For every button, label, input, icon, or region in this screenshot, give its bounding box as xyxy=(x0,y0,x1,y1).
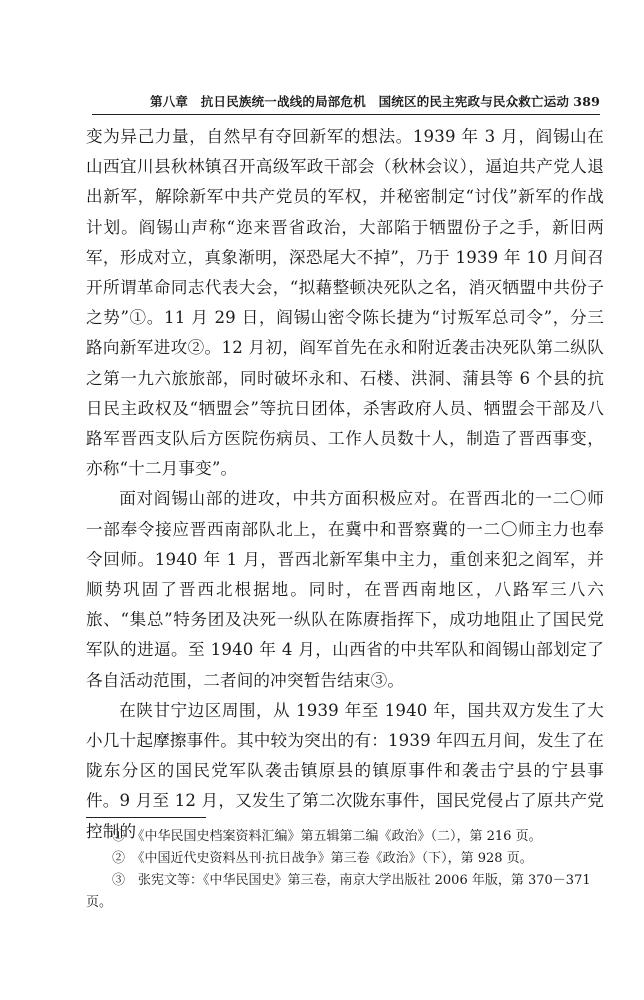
paragraph-2: 面对阎锡山部的进攻，中共方面积极应对。在晋西北的一二〇师一部奉令接应晋西南部队北上，在冀中和晋察冀的一二〇师主力也奉令回师。1940 年 1 月，晋西北新军集中主力，重创来犯之阎军，并顺势巩固了晋西北根据地。同时，在晋西南地区，八路军三八六旅、“集总”特务团及决死一纵队在陈赓指挥下，成功地阻止了国民党军队的进逼。至 1940 年 4 月，山西省的中共军队和阎锡山部划定了各自活动范围，二者间的冲突暂告结束③。 xyxy=(86,489,604,690)
footnote-rule xyxy=(86,817,206,818)
footnote-1: ① 《中华民国史档案资料汇编》第五辑第二编《政治》（二），第 216 页。 xyxy=(112,829,542,844)
footnote-2: ② 《中国近代史资料丛刊·抗日战争》第三卷《政治》（下），第 928 页。 xyxy=(112,851,533,866)
header-rule xyxy=(92,114,600,115)
paragraph-3: 在陕甘宁边区周围，从 1939 年至 1940 年，国共双方发生了大小几十起摩擦事件。其中较为突出的有：1939 年四五月间，发生了在陇东分区的国民党军队袭击镇原县的镇原事件和袭击宁县的宁县事件。9 月至 12 月，又发生了第二次陇东事件，国民党侵占了原共产党控制的 xyxy=(86,700,604,841)
paragraph-1: 变为异己力量，自然早有夺回新军的想法。1939 年 3 月，阎锡山在山西宜川县秋林镇召开高级军政干部会（秋林会议），逼迫共产党人退出新军，解除新军中共产党员的军权，并秘密制定“讨伐”新军的作战计划。阎锡山声称“迩来晋省政治，大部陷于牺盟份子之手，新旧两军，形成对立，真象渐明，深恐尾大不掉”，乃于 1939 年 10 月间召开所谓革命同志代表大会，“拟藉整顿决死队之名，消灭牺盟中共份子之势”①。11 月 29 日，阎锡山密令陈长捷为“讨叛军总司令”，分三路向新军进攻②。12 月初，阎军首先在永和附近袭击决死队第二纵队之第一九六旅旅部，同时破坏永和、石楼、洪洞、蒲县等 6 个县的抗日民主政权及“牺盟会”等抗日团体，杀害政府人员、牺盟会干部及八路军晋西支队后方医院伤病员、工作人员数十人，制造了晋西事变，亦称“十二月事变”。 xyxy=(86,127,604,479)
chapter-title: 第八章 抗日民族统一战线的局部危机 国统区的民主宪政与民众救亡运动 xyxy=(150,94,570,109)
page-number: 389 xyxy=(573,93,600,109)
body-text xyxy=(86,122,604,847)
footnote-3: ③ 张宪文等：《中华民国史》第三卷，南京大学出版社 2006 年版，第 370－371 页。 xyxy=(86,873,591,910)
footnotes xyxy=(86,826,604,914)
running-header xyxy=(150,90,600,112)
